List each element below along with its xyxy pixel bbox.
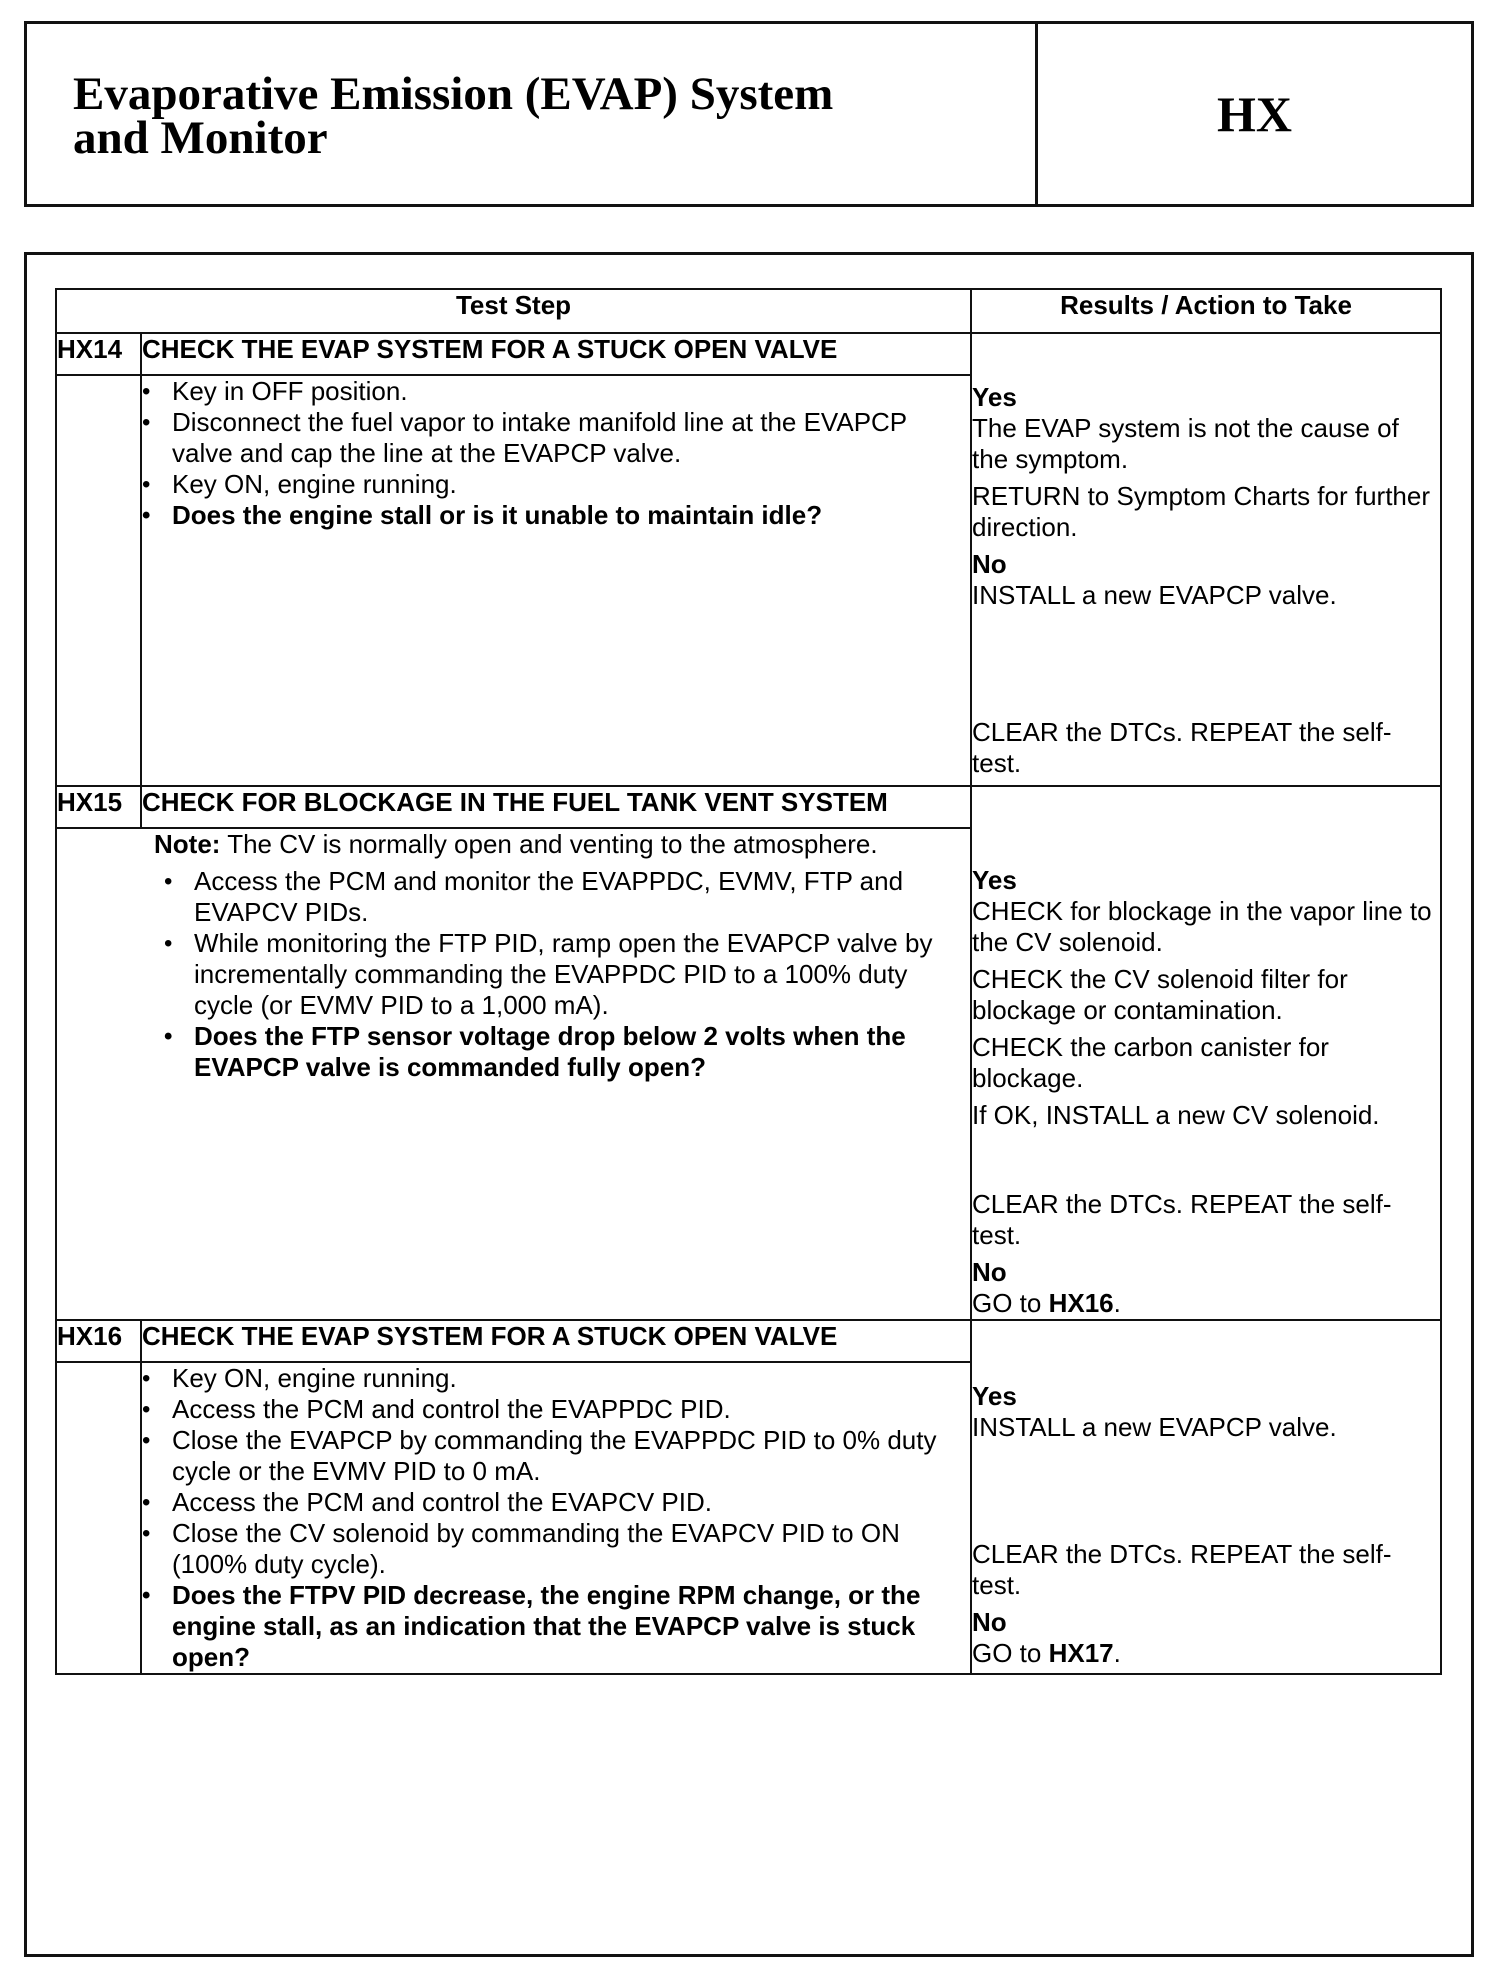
- yes-text: CHECK for blockage in the vapor line to the CV solenoid.: [972, 896, 1432, 957]
- table-header-row: [56, 289, 1441, 333]
- step-instruction: • Disconnect the fuel vapor to intake manifold line at the EVAPCP valve and cap the line at the EVAPCP valve.: [172, 407, 970, 469]
- yes-text: If OK, INSTALL a new CV solenoid.: [972, 1100, 1380, 1130]
- step-title: CHECK THE EVAP SYSTEM FOR A STUCK OPEN VALVE: [141, 333, 971, 375]
- yes-label: Yes: [972, 1381, 1017, 1411]
- step-question: • Does the FTP sensor voltage drop below 2 volts when the EVAPCP valve is commanded fully open?: [194, 1021, 970, 1083]
- step-results: [971, 1320, 1441, 1674]
- note-text: The CV is normally open and venting to the atmosphere.: [227, 829, 878, 859]
- section-code: HX: [1217, 86, 1292, 142]
- step-instruction: • Key ON, engine running.: [172, 1363, 970, 1394]
- page-title: [27, 24, 1038, 204]
- step-instruction: • Access the PCM and control the EVAPPDC PID.: [172, 1394, 970, 1425]
- step-instruction: • Access the PCM and monitor the EVAPPDC, EVMV, FTP and EVAPCV PIDs.: [194, 866, 970, 928]
- yes-label: Yes: [972, 865, 1017, 895]
- page-header: [24, 21, 1474, 207]
- step-id: HX15: [56, 786, 141, 828]
- yes-label: Yes: [972, 382, 1017, 412]
- step-title: CHECK FOR BLOCKAGE IN THE FUEL TANK VENT SYSTEM: [141, 786, 971, 828]
- step-instruction: • Key in OFF position.: [172, 376, 970, 407]
- step-instruction: • Access the PCM and control the EVAPCV PID.: [172, 1487, 970, 1518]
- page-title-line1: Evaporative Emission (EVAP) System: [73, 68, 834, 120]
- step-id: HX16: [56, 1320, 141, 1362]
- goto-link[interactable]: HX16: [1048, 1288, 1114, 1318]
- step-body: [141, 375, 971, 786]
- diagnostic-table: [55, 288, 1442, 1675]
- no-text: CLEAR the DTCs. REPEAT the self-test.: [972, 717, 1392, 778]
- step-question: • Does the engine stall or is it unable to maintain idle?: [172, 500, 970, 531]
- step-title-row: [56, 786, 1441, 828]
- goto-link[interactable]: HX17: [1048, 1638, 1114, 1668]
- column-header-test-step: Test Step: [56, 289, 971, 333]
- step-id: HX14: [56, 333, 141, 375]
- no-goto: GO to HX16.: [972, 1288, 1121, 1318]
- no-text: INSTALL a new EVAPCP valve.: [972, 580, 1337, 610]
- page-title-line2: and Monitor: [73, 112, 328, 164]
- no-label: No: [972, 1257, 1007, 1287]
- yes-text: INSTALL a new EVAPCP valve.: [972, 1412, 1337, 1442]
- note-label: Note:: [154, 829, 221, 859]
- yes-text: RETURN to Symptom Charts for further direction.: [972, 481, 1431, 542]
- no-label: No: [972, 1607, 1007, 1637]
- step-instruction: • Close the CV solenoid by commanding the EVAPCV PID to ON (100% duty cycle).: [172, 1518, 970, 1580]
- step-title-row: [56, 333, 1441, 375]
- step-note: [154, 829, 970, 860]
- step-instruction: • While monitoring the FTP PID, ramp open the EVAPCP valve by incrementally commanding the EVAPPDC PID to a 100% duty cycle (or EVMV PID to a 1,000 mA).: [194, 928, 970, 1021]
- yes-text: CLEAR the DTCs. REPEAT the self-test.: [972, 1539, 1392, 1600]
- column-header-results: Results / Action to Take: [971, 289, 1441, 333]
- step-title-row: [56, 1320, 1441, 1362]
- step-instruction: • Close the EVAPCP by commanding the EVAPPDC PID to 0% duty cycle or the EVMV PID to 0 mA.: [172, 1425, 970, 1487]
- yes-text: The EVAP system is not the cause of the symptom.: [972, 413, 1399, 474]
- yes-text: CLEAR the DTCs. REPEAT the self-test.: [972, 1189, 1392, 1250]
- step-results: [971, 786, 1441, 1320]
- step-question: • Does the FTPV PID decrease, the engine RPM change, or the engine stall, as an indication that the EVAPCP valve is stuck open?: [172, 1580, 970, 1673]
- step-results: [971, 333, 1441, 786]
- yes-text: CHECK the carbon canister for blockage.: [972, 1032, 1329, 1093]
- step-body: [141, 1362, 971, 1674]
- step-title: CHECK THE EVAP SYSTEM FOR A STUCK OPEN VALVE: [141, 1320, 971, 1362]
- step-body: [56, 828, 971, 1320]
- yes-text: CHECK the CV solenoid filter for blockage or contamination.: [972, 964, 1348, 1025]
- step-instruction: • Key ON, engine running.: [172, 469, 970, 500]
- no-goto: GO to HX17.: [972, 1638, 1121, 1668]
- no-label: No: [972, 549, 1007, 579]
